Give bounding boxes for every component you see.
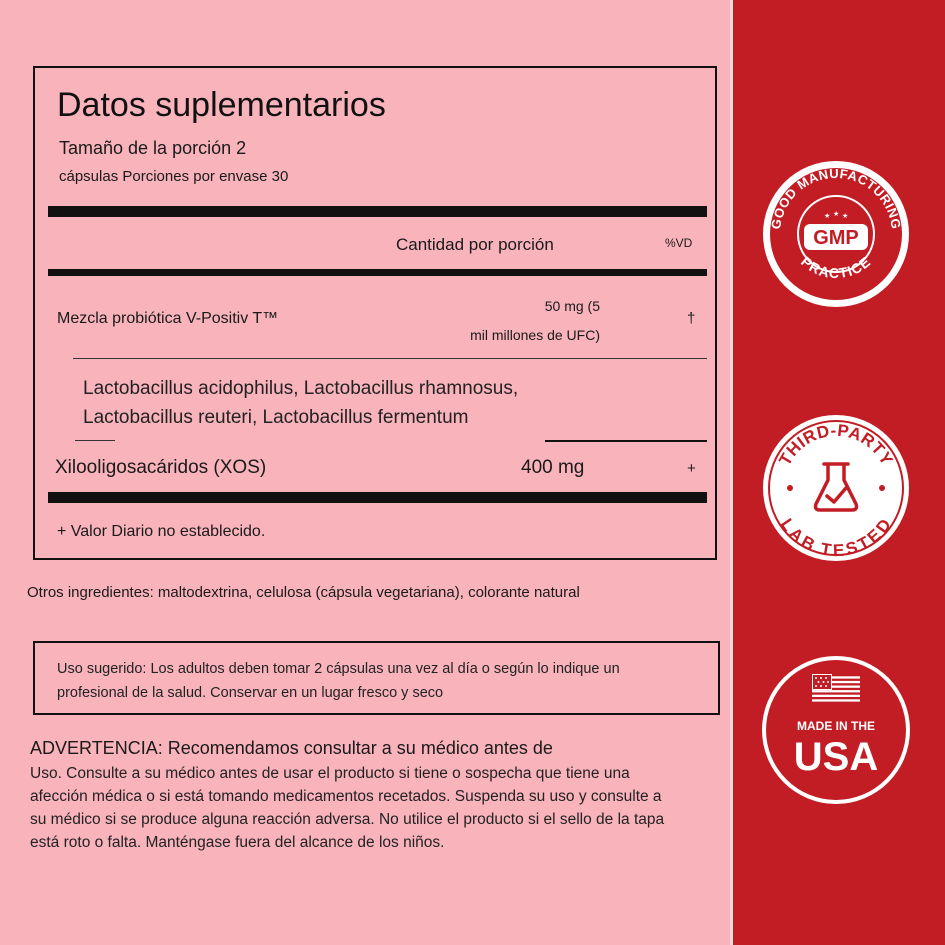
facts-divider-bar — [48, 206, 707, 217]
daily-value-footnote: + Valor Diario no establecido. — [57, 523, 266, 540]
gmp-center-text: GMP — [813, 227, 859, 249]
row-divider — [545, 440, 707, 442]
suggested-use-box — [33, 641, 720, 715]
ingredient-amount-detail: mil millones de UFC) — [470, 327, 600, 343]
lab-top-text: THIRD-PARTY — [775, 420, 897, 469]
strains-line: Lactobacillus reuteri, Lactobacillus fermentum — [83, 407, 469, 428]
daily-value-header: %VD — [665, 236, 693, 250]
warning-body: Uso. Consulte a su médico antes de usar el producto si tiene o sospecha que tiene una afección médica o si está tomando medicamentos recetados. Suspenda su uso y consulte a su médico si se produce alguna reacción adversa. No utilice el producto si el sello de la tapa está roto o falta. Manténgase fuera del alcance de los niños. — [30, 765, 665, 851]
probiotic-strains — [83, 374, 518, 432]
row-divider — [75, 440, 115, 441]
ingredient-amount: 400 mg — [521, 457, 585, 478]
row-divider — [73, 358, 707, 359]
other-ingredients: Otros ingredientes: maltodextrina, celulosa (cápsula vegetariana), colorante natural — [27, 584, 580, 601]
suggested-use-text: Uso sugerido: Los adultos deben tomar 2 cápsulas una vez al día o según lo indique un profesional de la salud. Conservar en un lugar fresco y seco — [57, 661, 620, 701]
lab-bottom-text: LAB TESTED — [776, 515, 896, 561]
facts-title: Datos suplementarios — [57, 86, 386, 124]
svg-text:★: ★ — [833, 210, 840, 218]
facts-divider-bar — [48, 492, 707, 503]
gmp-seal-icon — [760, 158, 912, 310]
strains-line: Lactobacillus acidophilus, Lactobacillus rhamnosus, — [83, 378, 519, 399]
svg-text:★: ★ — [842, 212, 849, 220]
serving-size: Tamaño de la porción 2 — [59, 138, 247, 158]
ingredient-amount: 50 mg (5 — [544, 298, 600, 314]
ingredient-name: Mezcla probiótica V-Positiv T™ — [57, 310, 279, 327]
panel-divider — [730, 0, 733, 945]
warning-title: ADVERTENCIA: Recomendamos consultar a su médico antes de — [30, 738, 553, 758]
svg-text:★: ★ — [824, 212, 831, 220]
gmp-top-text: GOOD MANUFACTURING — [768, 165, 904, 231]
us-flag-icon — [760, 654, 912, 806]
usa-line2-text: USA — [793, 735, 879, 779]
facts-divider-bar — [48, 269, 707, 276]
ingredient-dv: † — [687, 310, 696, 327]
servings-per-container: cápsulas Porciones por envase 30 — [59, 168, 289, 185]
ingredient-name: Xilooligosacáridos (XOS) — [55, 457, 267, 478]
ingredient-dv: + — [687, 460, 696, 477]
usa-line1-text: MADE IN THE — [797, 719, 875, 733]
amount-per-serving-header: Cantidad por porción — [396, 235, 554, 254]
supplement-facts-box — [33, 66, 717, 560]
flask-check-icon — [760, 412, 912, 564]
gmp-bottom-text: PRACTICE — [798, 253, 874, 282]
